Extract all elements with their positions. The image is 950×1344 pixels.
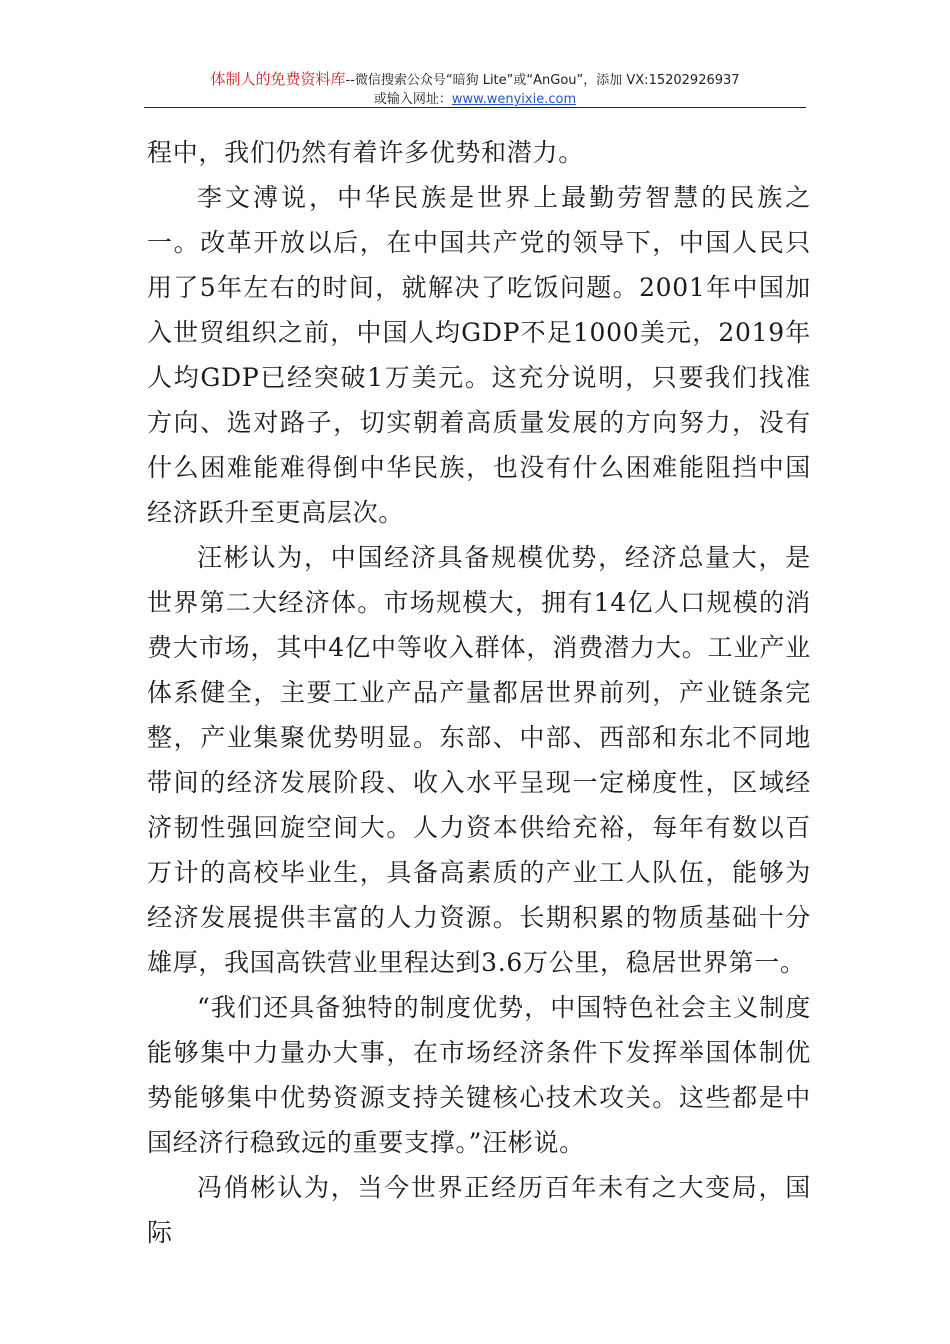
website-link[interactable]: www.wenyixie.com (451, 92, 577, 107)
paragraph-wang-bin: 汪彬认为，中国经济具备规模优势，经济总量大，是世界第二大经济体。市场规模大，拥有14亿人口规模的消费大市场，其中4亿中等收入群体，消费潜力大。工业产业体系健全，主要工业产品产量都居世界前列，产业链条完整，产业集聚优势明显。东部、中部、西部和东北不同地带间的经济发展阶段、收入水平呈现一定梯度性，区域经济韧性强回旋空间大。人力资本供给充裕，每年有数以百万计的高校毕业生，具备高素质的产业工人队伍，能够为经济发展提供丰富的人力资源。长期积累的物质基础十分雄厚，我国高铁营业里程达到3.6万公里，稳居世界第一。 (147, 543, 811, 977)
header-tagline: --微信搜索公众号“暗狗 Lite”或“AnGou”，添加 VX:15202926937 (345, 73, 740, 88)
url-prefix: 或输入网址： (373, 92, 452, 107)
header-divider (144, 107, 806, 108)
paragraph-quote: “我们还具备独特的制度优势，中国特色社会主义制度能够集中力量办大事，在市场经济条件下发挥举国体制优势能够集中优势资源支持关键核心技术攻关。这些都是中国经济行稳致远的重要支撑。”汪彬说。 (147, 993, 811, 1157)
article-body (147, 130, 811, 1255)
brand-title: 体制人的免费资料库 (210, 70, 346, 88)
paragraph-continuation: 程中，我们仍然有着许多优势和潜力。 (147, 138, 584, 167)
page-header (144, 70, 806, 109)
paragraph-li-wenpu: 李文溥说，中华民族是世界上最勤劳智慧的民族之一。改革开放以后，在中国共产党的领导下，中国人民只用了5年左右的时间，就解决了吃饭问题。2001年中国加入世贸组织之前，中国人均GDP不足1000美元，2019年人均GDP已经突破1万美元。这充分说明，只要我们找准方向、选对路子，切实朝着高质量发展的方向努力，没有什么困难能难得倒中华民族，也没有什么困难能阻挡中国经济跃升至更高层次。 (147, 183, 811, 527)
header-line-1 (144, 70, 806, 90)
paragraph-feng-qiaobin: 冯俏彬认为，当今世界正经历百年未有之大变局，国际 (147, 1173, 811, 1247)
